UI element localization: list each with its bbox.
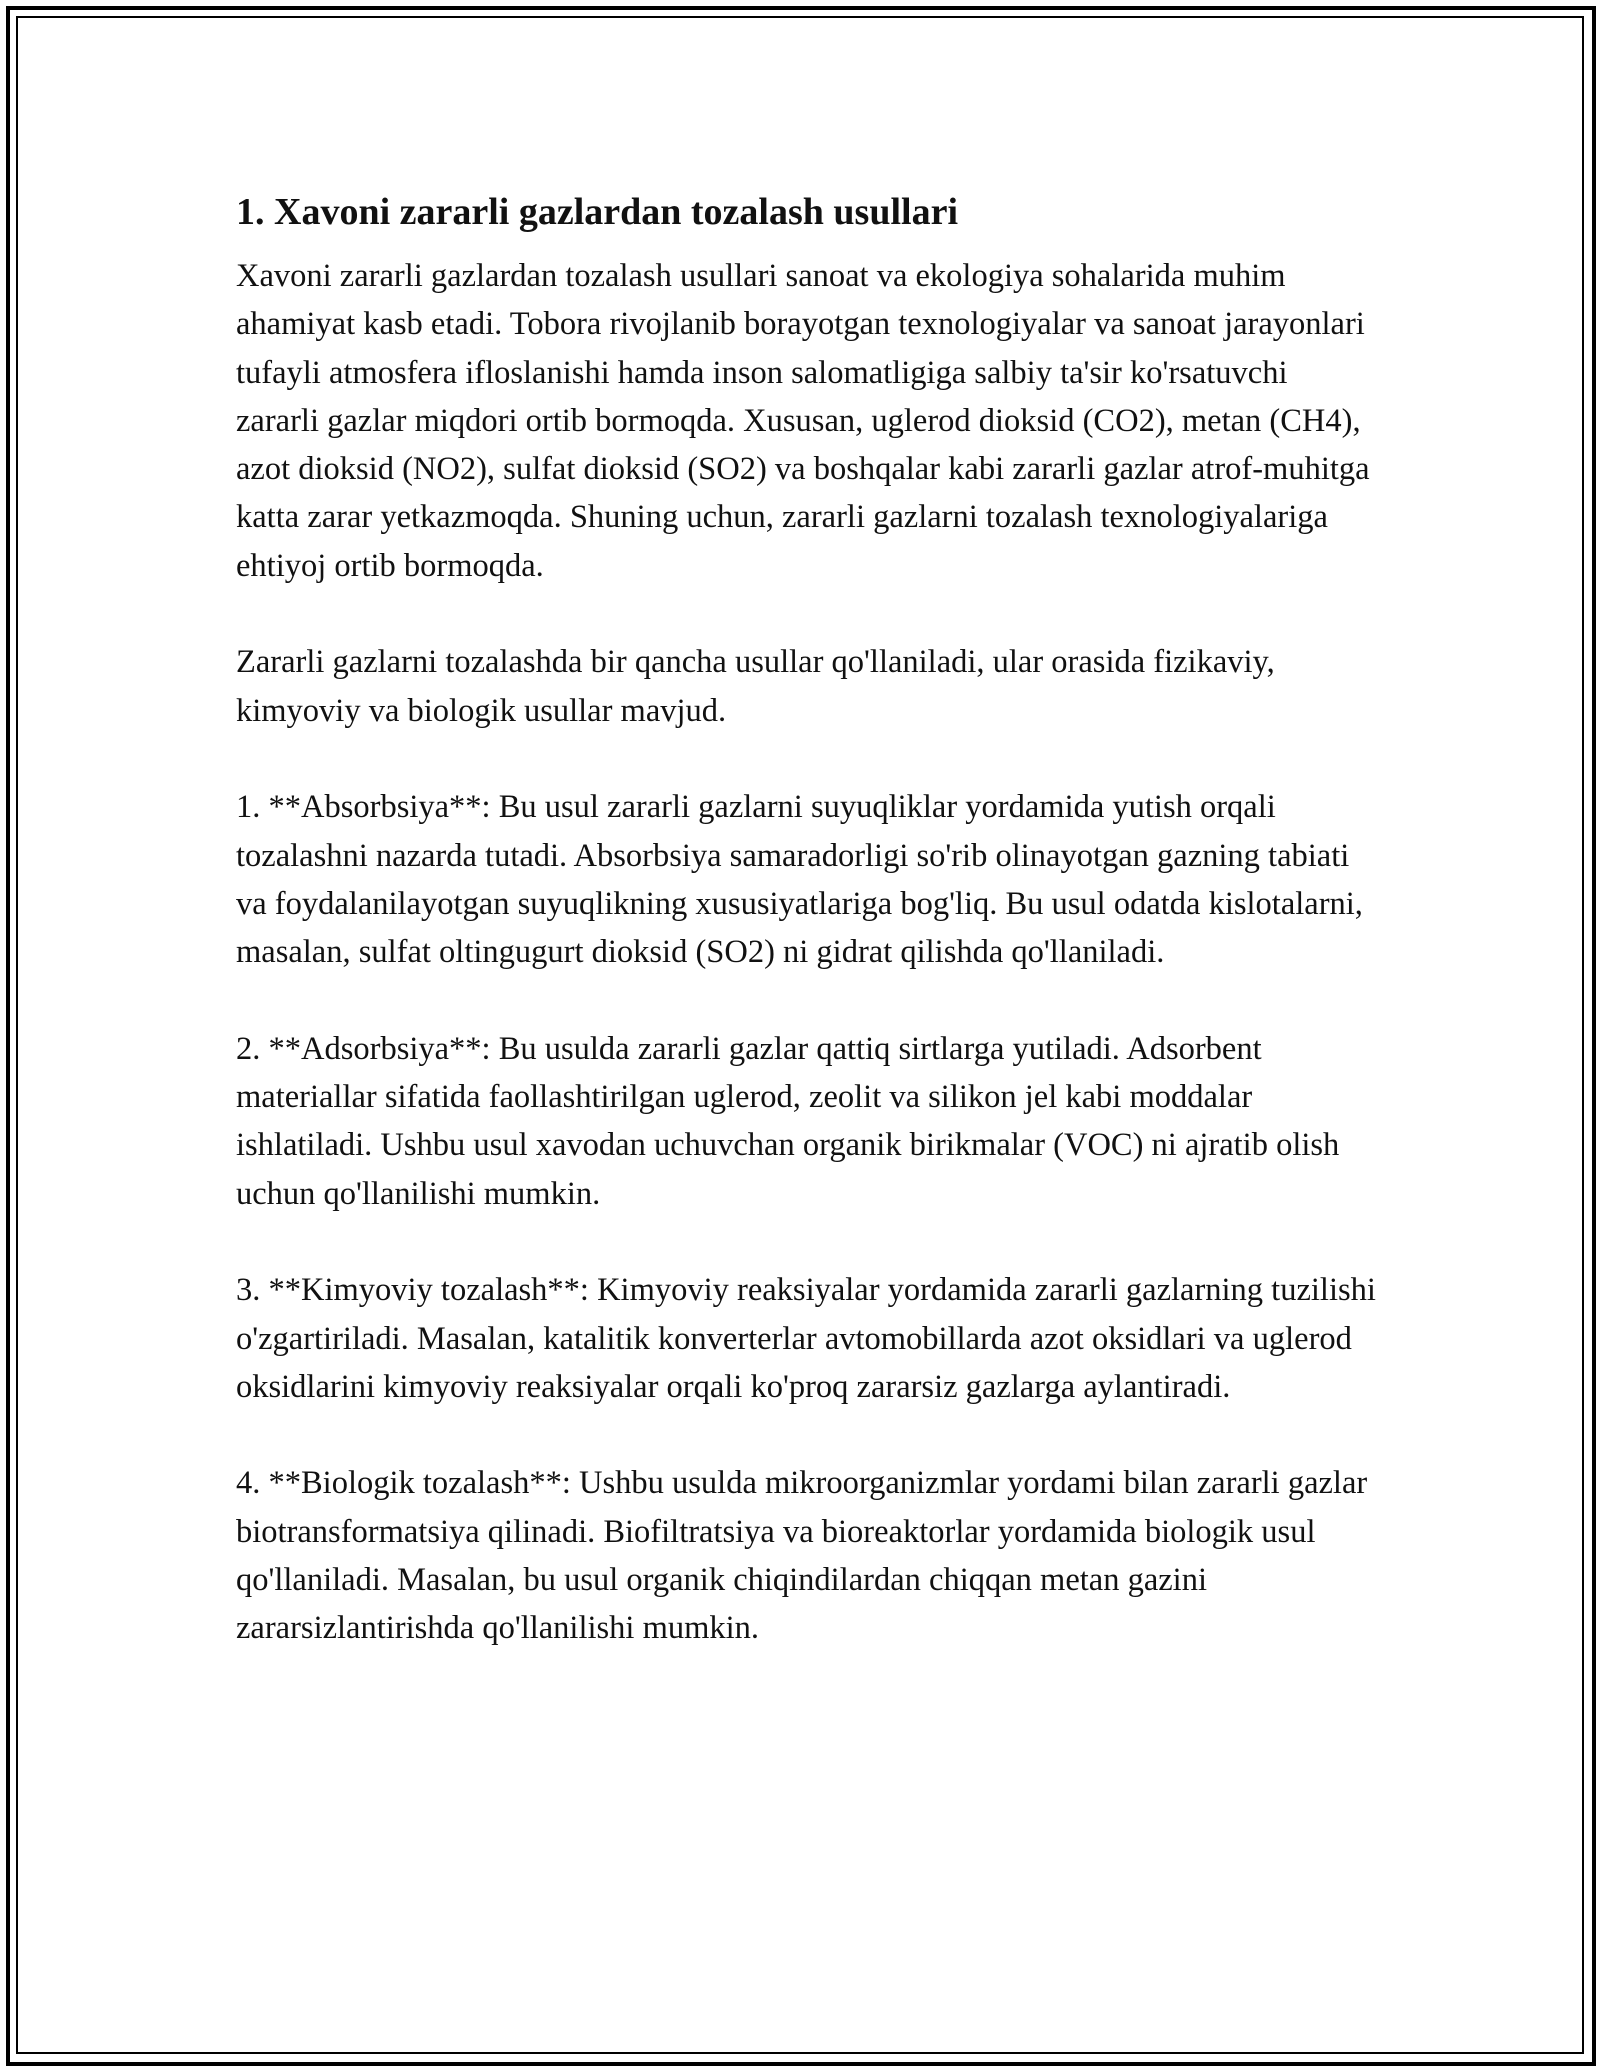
methods-overview-paragraph: Zararli gazlarni tozalashda bir qancha usullar qo'llaniladi, ular orasida fizikaviy, kimyoviy va biologik usullar mavjud.	[236, 644, 1275, 729]
document-body	[236, 186, 1376, 1701]
absorption-paragraph: 1. **Absorbsiya**: Bu usul zararli gazlarni suyuqliklar yordamida yutish orqali tozalashni nazarda tutadi. Absorbsiya samaradorligi so'rib olinayotgan gazning tabiati va foydalanilayotgan suyuqlikning xususiyatlariga bog'liq. Bu usul odatda kislotalarni, masalan, sulfat oltingugurt dioksid (SO2) ni gidrat qilishda qo'llaniladi.	[236, 789, 1363, 971]
biological-cleaning-paragraph: 4. **Biologik tozalash**: Ushbu usulda mikroorganizmlar yordami bilan zararli gazlar biotransformatsiya qilinadi. Biofiltratsiya va bioreaktorlar yordamida biologik usul qo'llaniladi. Masalan, bu usul organik chiqindilardan chiqqan metan gazini zararsizlantirishda qo'llanilishi mumkin.	[236, 1465, 1368, 1647]
adsorption-paragraph: 2. **Adsorbsiya**: Bu usulda zararli gazlar qattiq sirtlarga yutiladi. Adsorbent materiallar sifatida faollashtirilgan uglerod, zeolit va silikon jel kabi moddalar ishlatiladi. Ushbu usul xavodan uchuvchan organik birikmalar (VOC) ni ajratib olish uchun qo'llanilishi mumkin.	[236, 1030, 1340, 1212]
intro-paragraph: Xavoni zararli gazlardan tozalash usullari sanoat va ekologiya sohalarida muhim ahamiyat kasb etadi. Tobora rivojlanib borayotgan texnologiyalar va sanoat jarayonlari tufayli atmosfera ifloslanishi hamda inson salomatligiga salbiy ta'sir ko'rsatuvchi zararli gazlar miqdori ortib bormoqda. Xususan, uglerod dioksid (CO2), metan (CH4), azot dioksid (NO2), sulfat dioksid (SO2) va boshqalar kabi zararli gazlar atrof-muhitga katta zarar yetkazmoqda. Shuning uchun, zararli gazlarni tozalash texnologiyalariga ehtiyoj ortib bormoqda.	[236, 258, 1370, 584]
section-heading: 1. Xavoni zararli gazlardan tozalash usullari	[236, 191, 958, 233]
chemical-cleaning-paragraph: 3. **Kimyoviy tozalash**: Kimyoviy reaksiyalar yordamida zararli gazlarning tuzilishi o'zgartiriladi. Masalan, katalitik konverterlar avtomobillarda azot oksidlari va uglerod oksidlarini kimyoviy reaksiyalar orqali ko'proq zararsiz gazlarga aylantiradi.	[236, 1272, 1376, 1405]
